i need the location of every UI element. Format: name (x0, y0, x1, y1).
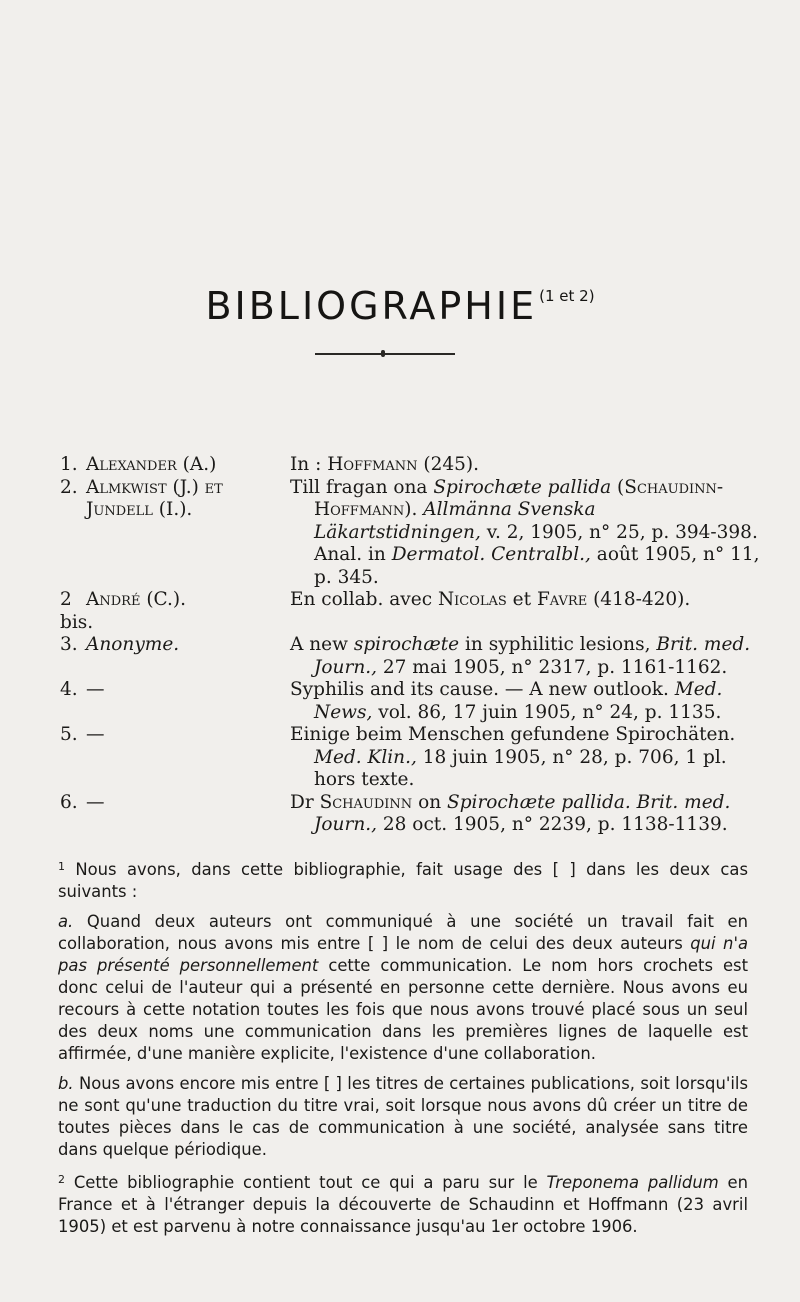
text-run: Cette bibliographie contient tout ce qui a paru sur le (65, 1173, 547, 1192)
bibliography-entry (60, 454, 760, 477)
entry-number: 6. (60, 791, 78, 813)
text-run: Spirochæte pallida (433, 476, 612, 498)
bibliography-entry (60, 589, 760, 634)
text-run: Nous avons encore mis entre [ ] les titres de certaines publications, soit lorsqu'ils ne sont qu'une traduction du titre vrai, soit lorsque nous avons dû créer un titre de toutes pièces dans le cas de communication à une société, analysée sans titre dans quelque périodique. (58, 1074, 748, 1159)
text-run: vol. 86, 17 juin 1905, n° 24, p. 1135. (372, 701, 722, 723)
text-run: Syphilis and its cause. — A new outlook. (290, 679, 675, 700)
text-run: 28 oct. 1905, n° 2239, p. 1138-1139. (377, 814, 728, 835)
text-run: Dr (290, 791, 320, 813)
text-run: (418-420). (587, 589, 691, 610)
divider-ornament (381, 350, 385, 357)
entry-reference (290, 477, 760, 590)
footnote-paragraph (58, 856, 748, 903)
footnote-paragraph (58, 1169, 748, 1238)
text-run: (245). (417, 454, 480, 475)
text-run: Spirochæte pallida. Brit. med. Journ., (314, 791, 731, 835)
entry-author: Almkwist (J.) et Jundell (I.). (86, 476, 223, 520)
text-run: En collab. avec (290, 589, 438, 610)
text-run: Favre (536, 589, 588, 610)
entry-reference (290, 679, 760, 724)
text-run: Till fragan ona (290, 476, 434, 498)
text-run: on (412, 791, 448, 813)
text-run: qui n'a pas présenté personnellement (58, 934, 748, 975)
entry-author: — (86, 679, 105, 700)
entry-reference (290, 634, 760, 679)
text-run: in syphilitic lesions, (459, 634, 657, 655)
entry-reference (290, 792, 760, 837)
title-footnote-marker: (1 et 2) (539, 287, 595, 305)
text-run: Hoffmann (327, 454, 418, 475)
text-run: Einige beim Menschen gefundene Spirochäten. (290, 724, 736, 745)
text-run: Treponema pallidum (546, 1173, 719, 1192)
entry-number: 4. (60, 679, 78, 700)
text-run: 18 juin 1905, n° 28, p. 706, 1 pl. hors texte. (314, 746, 727, 790)
entry-number: 2. (60, 476, 78, 498)
entry-reference (290, 589, 760, 634)
bibliography-entry (60, 679, 760, 724)
page-title-text: BIBLIOGRAPHIE (205, 284, 538, 328)
text-run: en France et à l'étranger depuis la découverte de Schaudinn et Hoffmann (23 avril 1905) et est parvenu à notre connaissance jusqu'au 1er octobre 1906. (58, 1173, 748, 1236)
entry-number: 5. (60, 724, 78, 745)
text-run: Schaudinn (319, 791, 413, 813)
text-run: août 1905, n° 11, p. 345. (314, 544, 760, 588)
text-run: et (506, 589, 537, 610)
bibliography-entry (60, 634, 760, 679)
entry-number: 1. (60, 454, 78, 475)
text-run: Nicolas (437, 589, 507, 610)
text-run: ). (404, 499, 424, 520)
text-run: cette communication. Le nom hors crochets est donc celui de l'auteur qui a présenté en personne cette dernière. Nous avons eu recours à cette notation toutes les fois que nous avons trouvé placé sous un seul des deux noms une communication dans les premières lignes de laquelle est affirmée, d'une manière explicite, l'existence d'une collaboration. (58, 956, 748, 1063)
footnote-paragraph (58, 911, 748, 1065)
entry-reference (290, 454, 760, 477)
text-run: Dermatol. Centralbl., (391, 544, 591, 565)
entry-number: 2 bis. (60, 589, 94, 633)
text-run: Schaudinn-Hoffmann (314, 476, 724, 520)
text-run: Brit. med. Journ., (314, 634, 751, 678)
entry-author: — (86, 724, 105, 745)
text-run: A new (290, 634, 354, 655)
entry-author: Alexander (A.) (86, 454, 217, 475)
entry-author: Anonyme. (86, 634, 180, 655)
footnotes (58, 856, 748, 1246)
entry-author: — (86, 791, 105, 813)
bibliography-list (60, 454, 760, 837)
footnote-paragraph (58, 1073, 748, 1161)
text-run: b. (58, 1074, 74, 1093)
text-run: Med. Klin., (314, 746, 417, 768)
text-run: spirochæte (353, 634, 460, 655)
text-run: a. (58, 912, 74, 931)
text-run: 1 (58, 860, 65, 873)
text-run: ( (611, 476, 625, 498)
entry-reference (290, 724, 760, 792)
text-run: Allmänna Svenska Läkartstidningen, (314, 499, 596, 543)
entry-author: André (C.). (86, 589, 187, 610)
bibliography-entry (60, 724, 760, 792)
entry-number: 3. (60, 634, 78, 655)
bibliography-entry (60, 792, 760, 837)
text-run: v. 2, 1905, n° 25, p. 394-398. Anal. in (314, 521, 758, 565)
title-divider (315, 353, 455, 355)
page-title (0, 284, 800, 328)
text-run: Nous avons, dans cette bibliographie, fait usage des [ ] dans les deux cas suivants : (58, 860, 748, 901)
text-run: 2 (58, 1173, 65, 1186)
text-run: 27 mai 1905, n° 2317, p. 1161-1162. (377, 656, 728, 678)
text-run: Quand deux auteurs ont communiqué à une société un travail fait en collaboration, nous avons mis entre [ ] le nom de celui des deux auteurs (58, 912, 748, 953)
text-run: Med. News, (314, 679, 723, 723)
text-run: In : (290, 454, 328, 475)
bibliography-entry (60, 477, 760, 590)
